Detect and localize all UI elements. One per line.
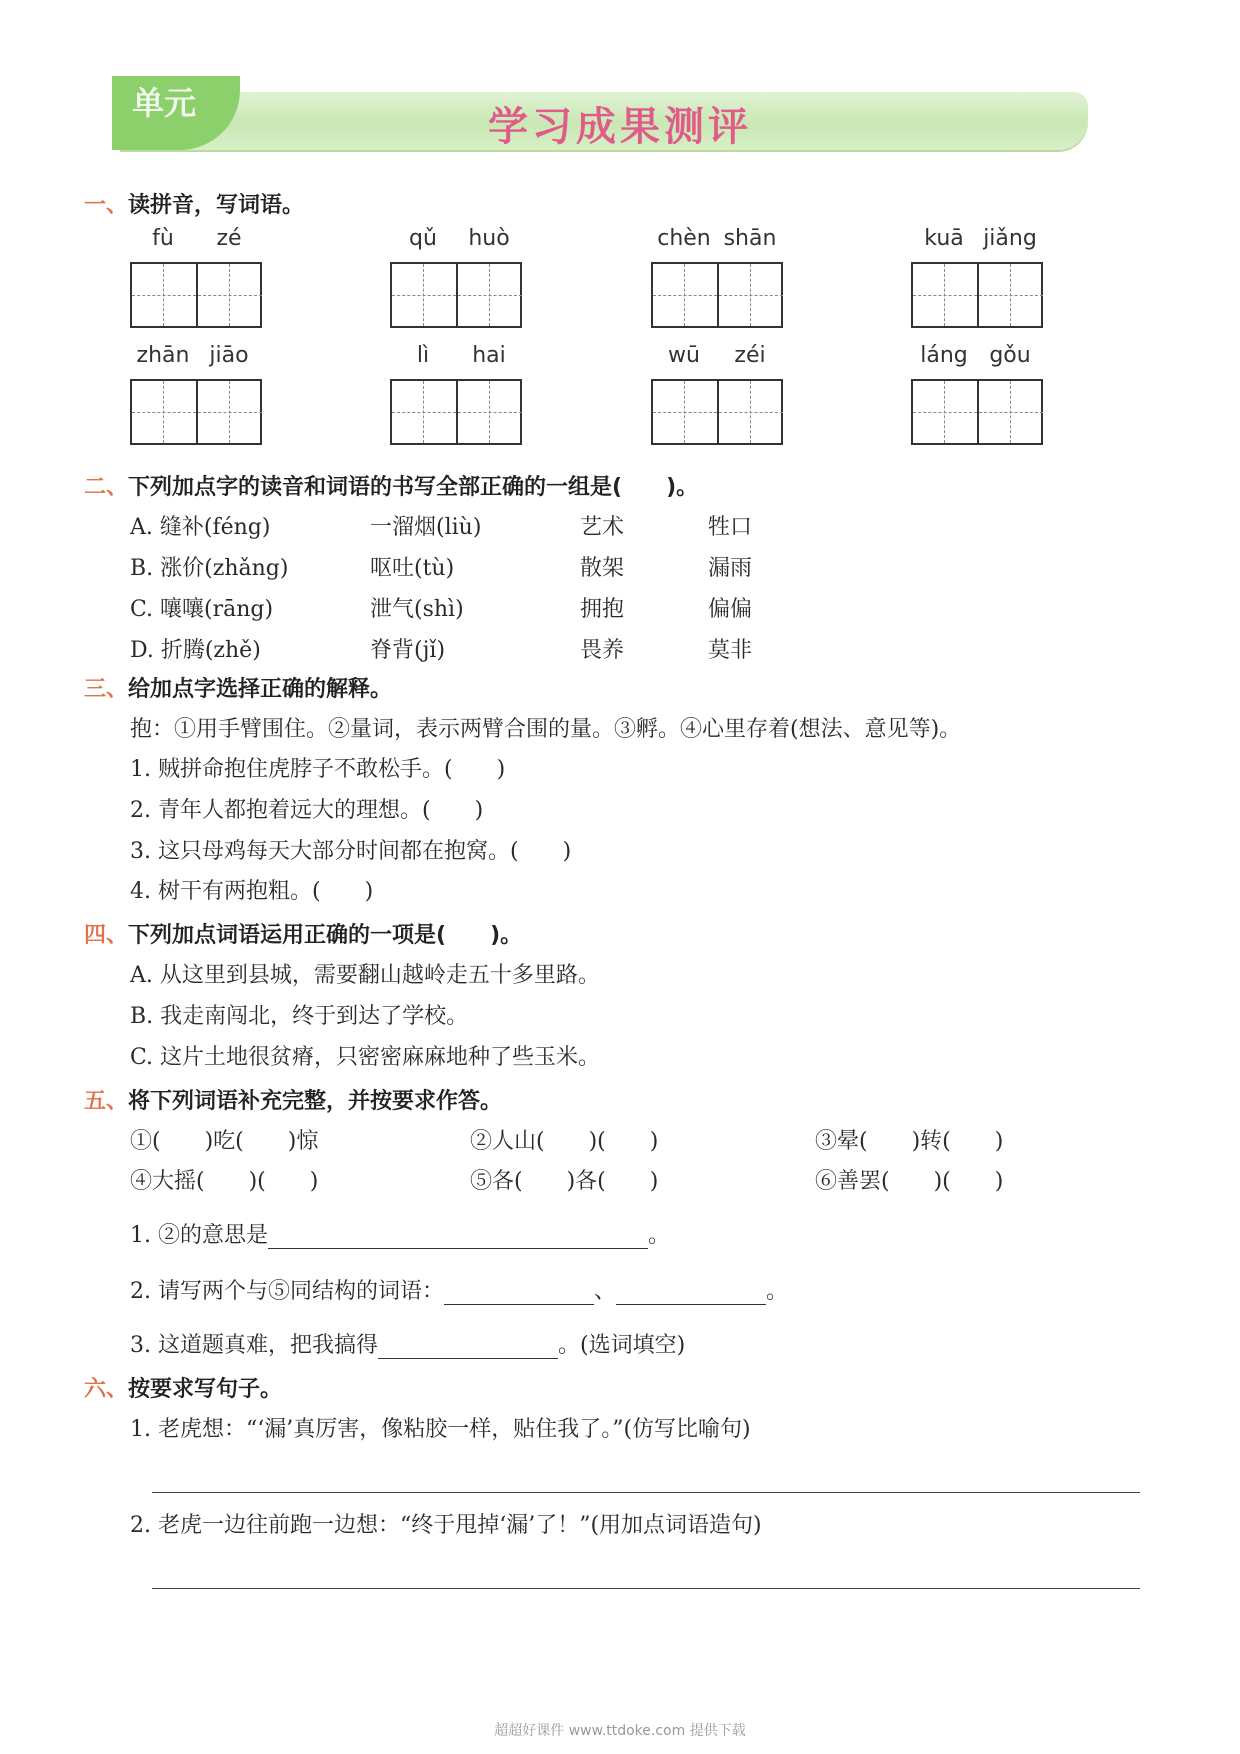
- writing-box[interactable]: [911, 379, 1043, 445]
- q2-option-cell: B. 涨价(zhǎng): [130, 556, 289, 581]
- q3-item-1: 1. 贼拼命抱住虎脖子不敢松手。( ): [130, 757, 506, 782]
- pinyin-label: lì: [416, 343, 430, 368]
- writing-box[interactable]: [130, 262, 262, 328]
- section-1-heading: 一、读拼音，写词语。: [84, 193, 305, 218]
- pinyin-label: jiǎng: [983, 226, 1037, 251]
- q2-option-cell: 偏偏: [708, 597, 753, 622]
- writing-box[interactable]: [911, 262, 1043, 328]
- writing-box[interactable]: [390, 379, 522, 445]
- writing-box[interactable]: [651, 379, 783, 445]
- q5-word-5: ⑤各( )各( ): [470, 1169, 659, 1194]
- answer-blank[interactable]: [378, 1336, 558, 1359]
- pinyin-label: huò: [468, 226, 510, 251]
- section-3-heading: 三、给加点字选择正确的解释。: [84, 677, 393, 702]
- q5-word-3: ③晕( )转( ): [815, 1129, 1004, 1154]
- section-4-heading: 四、下列加点词语运用正确的一项是( )。: [84, 923, 523, 948]
- pinyin-label: láng: [920, 343, 968, 368]
- section-2-heading: 二、下列加点字的读音和词语的书写全部正确的一组是( )。: [84, 475, 699, 500]
- q2-option-cell: 散架: [580, 556, 625, 581]
- q3-item-3: 3. 这只母鸡每天大部分时间都在抱窝。( ): [130, 839, 572, 864]
- q2-option-cell: C. 嚷嚷(rāng): [130, 597, 274, 622]
- section-6-heading: 六、按要求写句子。: [84, 1377, 283, 1402]
- q5-sub-1: 1. ②的意思是 。: [130, 1223, 670, 1248]
- q3-item-2: 2. 青年人都抱着远大的理想。( ): [130, 798, 484, 823]
- pinyin-label: jiāo: [209, 343, 249, 368]
- q2-option-cell: 牲口: [708, 515, 753, 540]
- footer-text: 超超好课件 www.ttdoke.com 提供下载: [494, 1723, 746, 1739]
- page-title: 学习成果测评: [488, 104, 752, 150]
- answer-blank[interactable]: [616, 1282, 766, 1305]
- answer-blank[interactable]: [444, 1282, 594, 1305]
- q2-option-cell: 泄气(shì): [370, 597, 464, 622]
- pinyin-label: wū: [668, 343, 700, 368]
- q5-word-4: ④大摇( )( ): [130, 1169, 319, 1194]
- q4-option-c: C. 这片土地很贫瘠，只密密麻麻地种了些玉米。: [130, 1045, 601, 1070]
- pinyin-label: zé: [216, 226, 242, 251]
- q2-option-cell: 呕吐(tù): [370, 556, 455, 581]
- q2-option-cell: 艺术: [580, 515, 625, 540]
- pinyin-label: shān: [723, 226, 777, 251]
- q3-item-4: 4. 树干有两抱粗。( ): [130, 879, 374, 904]
- q2-option-cell: 一溜烟(liù): [370, 515, 482, 540]
- q2-option-cell: 拥抱: [580, 597, 625, 622]
- q3-definition: 抱：①用手臂围住。②量词，表示两臂合围的量。③孵。④心里存着(想法、意见等)。: [130, 717, 962, 742]
- unit-badge-text: 单元: [132, 84, 197, 122]
- q4-option-b: B. 我走南闯北，终于到达了学校。: [130, 1004, 469, 1029]
- writing-box[interactable]: [390, 262, 522, 328]
- answer-blank[interactable]: [268, 1226, 648, 1249]
- q2-option-cell: 莫非: [708, 638, 753, 663]
- q2-option-cell: 漏雨: [708, 556, 753, 581]
- pinyin-label: zhān: [136, 343, 190, 368]
- q5-sub-3: 3. 这道题真难，把我搞得 。(选词填空): [130, 1333, 686, 1358]
- answer-line-2[interactable]: [152, 1588, 1140, 1589]
- q2-option-cell: A. 缝补(féng): [130, 515, 271, 540]
- q6-item-1: 1. 老虎想：“‘漏’真厉害，像粘胶一样，贴住我了。”(仿写比喻句): [130, 1417, 751, 1442]
- writing-box[interactable]: [651, 262, 783, 328]
- writing-box[interactable]: [130, 379, 262, 445]
- q5-word-1: ①( )吃( )惊: [130, 1129, 319, 1154]
- pinyin-label: kuā: [924, 226, 964, 251]
- pinyin-label: hai: [472, 343, 506, 368]
- pinyin-label: gǒu: [989, 343, 1031, 368]
- q5-word-6: ⑥善罢( )( ): [815, 1169, 1004, 1194]
- q2-option-cell: 畏养: [580, 638, 625, 663]
- pinyin-label: zéi: [734, 343, 766, 368]
- q6-item-2: 2. 老虎一边往前跑一边想：“终于甩掉‘漏’了！”(用加点词语造句): [130, 1513, 762, 1538]
- pinyin-label: fù: [152, 226, 174, 251]
- q4-option-a: A. 从这里到县城，需要翻山越岭走五十多里路。: [130, 963, 600, 988]
- pinyin-label: qǔ: [409, 226, 437, 251]
- q5-word-2: ②人山( )( ): [470, 1129, 659, 1154]
- pinyin-label: chèn: [657, 226, 711, 251]
- q5-sub-2: 2. 请写两个与⑤同结构的词语： 、 。: [130, 1279, 789, 1304]
- q2-option-cell: 脊背(jǐ): [370, 638, 446, 663]
- section-5-heading: 五、将下列词语补充完整，并按要求作答。: [84, 1089, 503, 1114]
- q2-option-cell: D. 折腾(zhě): [130, 638, 261, 663]
- answer-line-1[interactable]: [152, 1492, 1140, 1493]
